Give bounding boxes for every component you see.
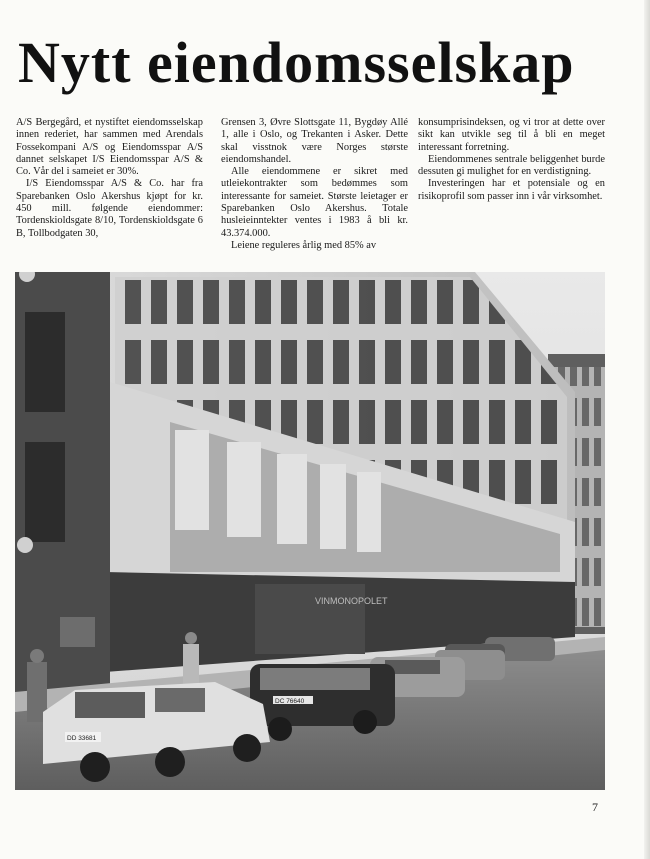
paragraph: I/S Eiendomsspar A/S & Co. har fra Sparebanken Oslo Akershus kjøpt for kr. 450 mill. følgende eiendommer: Tordenskioldsgate 8/10, Tordenskioldsgate 6 B, Tollbodgaten 30, xyxy=(16,178,203,239)
text-column-3 xyxy=(418,117,605,203)
page-number: 7 xyxy=(592,800,598,814)
text-column-1 xyxy=(16,117,203,240)
paragraph: Investeringen har et potensiale og en risikoprofil som passer inn i vår virksomhet. xyxy=(418,178,605,202)
paragraph: Grensen 3, Øvre Slottsgate 11, Bygdøy Allé 1, alle i Oslo, og Trekanten i Asker. Dette skal visstnok være Norges største eiendomshandel. xyxy=(221,117,408,165)
dark-car-plate: DC 76640 xyxy=(275,698,305,705)
paragraph: Eiendommenes sentrale beliggenhet burde dessuten gi mulighet for en verdistigning. xyxy=(418,153,605,178)
paragraph: A/S Bergegård, et nystiftet eiendomsselskap innen rederiet, har sammen med Arendals Fossekompani A/S og Eiendomsspar A/S dannet selskapet I/S Eiendomsspar A/S & Co. Vår del i sameiet er 30%. xyxy=(16,117,203,178)
paragraph: konsumprisindeksen, og vi tror at dette over sikt kan utvikle seg til å bli en meget interessant forretning. xyxy=(418,117,605,153)
paragraph: Alle eiendommene er sikret med utleiekontrakter som bedømmes som interessante for sameiet. Største leietager er Sparebanken Oslo Akershus. Totale husleieinntekter ventes i 1983 å bli kr. 43.374.000. xyxy=(221,166,408,239)
main-building xyxy=(105,272,575,672)
store-sign: VINMONOPOLET xyxy=(315,596,388,606)
paragraph: Leiene reguleres årlig med 85% av xyxy=(231,239,377,251)
text-column-2 xyxy=(221,117,408,252)
headline: Nytt eiendomsselskap xyxy=(18,30,575,95)
page-edge xyxy=(644,0,650,859)
left-building xyxy=(15,272,110,702)
front-car-plate: DD 33681 xyxy=(67,735,97,742)
building-photo xyxy=(15,272,605,790)
